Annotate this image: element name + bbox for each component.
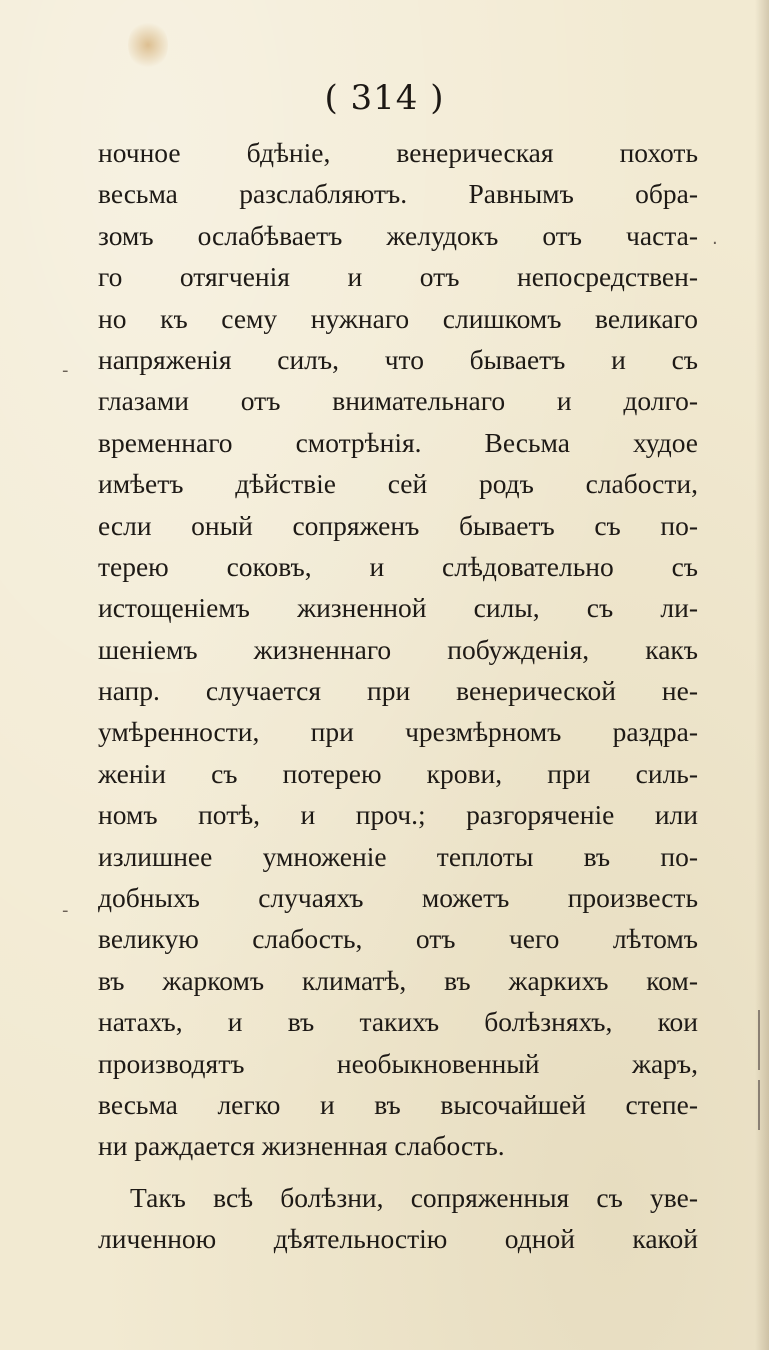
page-number: ( 314 ) xyxy=(324,78,445,118)
text-line: женіи съ потерею крови, при силь- xyxy=(98,757,698,789)
text-line: но къ сему нужнаго слишкомъ великаго xyxy=(98,302,698,334)
text-line: глазами отъ внимательнаго и долго- xyxy=(98,385,698,417)
paragraph-container xyxy=(98,132,698,1260)
text-line: умѣренности, при чрезмѣрномъ раздра- xyxy=(98,716,698,748)
text-line: личенною дѣятельностію одной какой xyxy=(98,1223,698,1255)
page-edge-shadow xyxy=(755,0,769,1350)
text-line: въ жаркомъ климатѣ, въ жаркихъ ком- xyxy=(98,964,698,996)
margin-mark xyxy=(758,1080,760,1130)
margin-speck: . xyxy=(712,228,718,249)
text-line: добныхъ случаяхъ можетъ произвесть xyxy=(98,882,698,914)
text-line: го отягченія и отъ непосредствен- xyxy=(98,261,698,293)
text-line: весьма разслабляютъ. Равнымъ обра- xyxy=(98,178,698,210)
text-line: ночное бдѣніе, венерическая похоть xyxy=(98,137,698,168)
text-line: напр. случается при венерической не- xyxy=(98,675,698,707)
paragraph-gap xyxy=(98,1167,698,1177)
text-line: великую слабость, отъ чего лѣтомъ xyxy=(98,923,698,955)
text-line: временнаго смотрѣнія. Весьма худое xyxy=(98,426,698,458)
paper-stain xyxy=(128,20,168,70)
text-line: производятъ необыкновенный жаръ, xyxy=(98,1047,698,1079)
text-line: имѣетъ дѣйствіе сей родъ слабости, xyxy=(98,468,698,500)
margin-mark xyxy=(758,1010,760,1070)
text-line: номъ потѣ, и проч.; разгоряченіе или xyxy=(98,799,698,831)
text-line: шеніемъ жизненнаго побужденія, какъ xyxy=(98,633,698,665)
text-line: если оный сопряженъ бываетъ съ по- xyxy=(98,509,698,541)
text-line: ни раждается жизненная слабость. xyxy=(98,1130,505,1162)
body-text xyxy=(98,132,698,1260)
text-line: весьма легко и въ высочайшей степе- xyxy=(98,1088,698,1120)
text-line: истощеніемъ жизненной силы, съ ли- xyxy=(98,592,698,624)
margin-speck: - xyxy=(62,360,69,381)
text-line: напряженія силъ, что бываетъ и съ xyxy=(98,343,698,375)
text-line: излишнее умноженіе теплоты въ по- xyxy=(98,840,698,872)
text-line: терею соковъ, и слѣдовательно съ xyxy=(98,550,698,582)
text-line: Такъ всѣ болѣзни, сопряженныя съ уве- xyxy=(130,1181,698,1213)
text-line: зомъ ослабѣваетъ желудокъ отъ часта- xyxy=(98,219,698,251)
margin-speck: - xyxy=(62,900,69,921)
text-line: натахъ, и въ такихъ болѣзняхъ, кои xyxy=(98,1006,698,1038)
